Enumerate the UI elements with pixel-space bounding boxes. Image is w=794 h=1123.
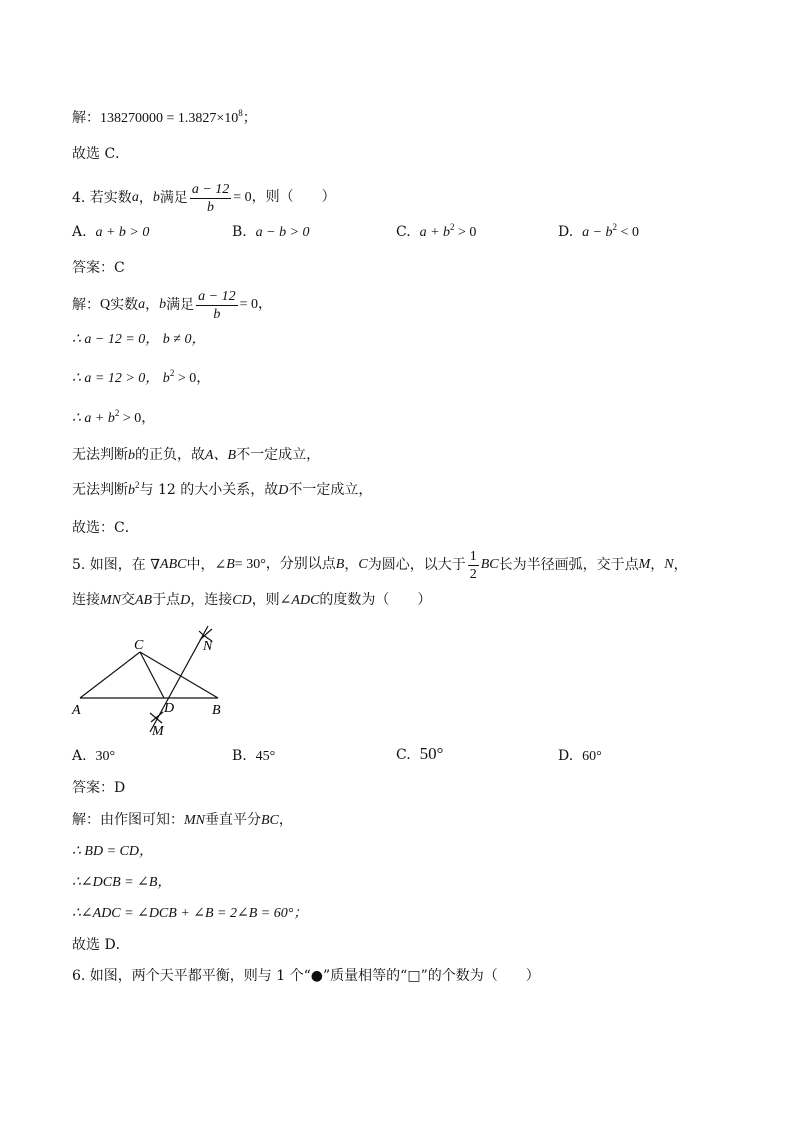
q5-option-a bbox=[72, 746, 115, 767]
stem-text: 不一定成立， bbox=[236, 447, 321, 463]
q4-option-a bbox=[72, 222, 149, 243]
stem-text: 无法判断 bbox=[72, 482, 128, 498]
label-d: D bbox=[164, 701, 175, 716]
arc-near-m-1 bbox=[151, 712, 163, 722]
q4-stem bbox=[72, 178, 336, 218]
angle-name: ADC bbox=[291, 593, 320, 608]
stem-text: = 30°，分别以点 bbox=[234, 557, 336, 572]
var-a: a bbox=[131, 190, 139, 205]
punctuation: ； bbox=[242, 110, 257, 126]
q5-solution-line-1 bbox=[72, 810, 293, 831]
q4-solution-line-4 bbox=[72, 408, 155, 429]
option-value: 45° bbox=[255, 749, 276, 764]
option-expr: a − b bbox=[582, 225, 613, 240]
stem-text: 于点 bbox=[152, 592, 181, 608]
q4-answer: 答案：C bbox=[72, 260, 125, 276]
q4-option-c bbox=[396, 222, 476, 243]
option-label: C. bbox=[396, 747, 411, 763]
stem-text: 的度数为（ ） bbox=[319, 592, 432, 608]
segment-name: AB bbox=[135, 593, 153, 608]
stem-text: ”质量相等的“ bbox=[323, 968, 408, 984]
stem-text: 5. 如图，在 ∇ bbox=[72, 557, 161, 573]
fraction-denominator: b bbox=[213, 306, 221, 322]
because-symbol: Q bbox=[100, 297, 111, 312]
fraction-denominator: 2 bbox=[469, 566, 477, 582]
option-value: 60° bbox=[582, 749, 602, 764]
segment-name: CD bbox=[232, 593, 252, 608]
exponent: 2 bbox=[135, 480, 140, 490]
stem-text: = 0， bbox=[239, 297, 272, 312]
q3-solution-line bbox=[72, 108, 257, 129]
math-expression: ∴ a = 12 > 0， b bbox=[72, 371, 170, 386]
stem-text: 不一定成立， bbox=[288, 482, 373, 498]
option-label: C. bbox=[396, 224, 411, 240]
label-a: A bbox=[72, 703, 81, 718]
fraction bbox=[196, 288, 237, 323]
stem-text: 解：由作图可知： bbox=[72, 812, 184, 828]
var-b: b bbox=[152, 190, 160, 205]
dot-symbol: ● bbox=[310, 968, 323, 984]
q5-option-d bbox=[558, 746, 602, 767]
fraction bbox=[190, 181, 231, 216]
q6-stem bbox=[72, 966, 540, 986]
option-label: D. bbox=[558, 748, 574, 764]
stem-text: 的正负，故 bbox=[135, 447, 205, 463]
stem-text: 垂直平分 bbox=[205, 812, 261, 828]
math-expression: 138270000 = 1.3827×10 bbox=[100, 111, 239, 126]
stem-text: ”的个数为（ ） bbox=[420, 968, 540, 984]
q5-answer: 答案：D bbox=[72, 780, 126, 796]
stem-text: 6. 如图，两个天平都平衡，则与 1 个“ bbox=[72, 968, 311, 984]
stem-text: 与 12 的大小关系，故 bbox=[139, 482, 279, 498]
option-label: A. bbox=[72, 748, 87, 764]
punctuation: ， bbox=[145, 297, 160, 313]
triangle-name: ABC bbox=[160, 557, 187, 572]
option-label: B. bbox=[232, 224, 247, 240]
option-expr: > 0 bbox=[454, 225, 477, 240]
label-c: C bbox=[134, 638, 144, 653]
square-symbol: □ bbox=[407, 968, 421, 984]
label-n: N bbox=[203, 639, 213, 654]
q5-choose: 故选 D． bbox=[72, 937, 130, 953]
punctuation: ， bbox=[278, 812, 293, 828]
label-b: B bbox=[212, 703, 221, 718]
var-a: a bbox=[138, 297, 146, 312]
q4-solution-line-5 bbox=[72, 445, 320, 466]
angle-name: B bbox=[226, 557, 235, 572]
var-b: b bbox=[128, 483, 135, 498]
stem-text: 连接 bbox=[72, 592, 100, 608]
q5-solution-line-3: ∴∠DCB = ∠B， bbox=[72, 875, 172, 890]
segment-ac bbox=[80, 652, 140, 698]
option-expr: a + b > 0 bbox=[95, 225, 150, 240]
q5-solution-line-2: ∴ BD = CD， bbox=[72, 844, 153, 859]
stem-text: ，连接 bbox=[190, 592, 233, 608]
stem-text: 满足 bbox=[166, 297, 195, 313]
option-expr: a + b bbox=[419, 225, 451, 240]
punctuation: ， bbox=[138, 190, 153, 206]
segment-name: BC bbox=[480, 557, 499, 572]
segment-name: MN bbox=[100, 593, 121, 608]
q5-stem-line-1 bbox=[72, 545, 688, 585]
q5-option-c bbox=[396, 744, 443, 765]
point-name: D bbox=[180, 593, 191, 608]
stem-text: 无法判断 bbox=[72, 447, 128, 463]
math-expression: ∴ a + b bbox=[72, 411, 115, 426]
punctuation: ， bbox=[344, 557, 359, 573]
point-name: B bbox=[335, 557, 345, 572]
fraction-numerator: a − 12 bbox=[198, 288, 236, 304]
exponent: 8 bbox=[238, 108, 243, 118]
stem-text: 长为半径画弧，交于点 bbox=[498, 557, 639, 573]
stem-text: 实数 bbox=[110, 297, 139, 313]
var-b: b bbox=[159, 297, 167, 312]
q5-option-b bbox=[232, 746, 275, 767]
stem-text: 中，∠ bbox=[186, 557, 227, 573]
option-names: A、B bbox=[205, 448, 237, 463]
fraction-numerator: 1 bbox=[469, 548, 477, 564]
exponent: 2 bbox=[612, 222, 618, 232]
math-expression: > 0， bbox=[174, 371, 211, 386]
q4-choose: 故选：C． bbox=[72, 520, 139, 536]
option-value: 30° bbox=[95, 749, 116, 764]
q4-option-b bbox=[232, 222, 310, 243]
segment-name: MN bbox=[184, 813, 205, 828]
segment-name: BC bbox=[261, 813, 279, 828]
var-b: b bbox=[128, 448, 135, 463]
fraction bbox=[468, 548, 479, 583]
option-names: D bbox=[278, 483, 289, 498]
q5-solution-line-4: ∴∠ADC = ∠DCB + ∠B = 2∠B = 60°； bbox=[72, 906, 308, 921]
option-value: 50° bbox=[419, 744, 444, 763]
point-name: N bbox=[664, 557, 674, 572]
q4-solution-line-2: ∴ a − 12 = 0， b ≠ 0， bbox=[72, 332, 206, 347]
option-label: A. bbox=[72, 224, 87, 240]
math-expression: > 0， bbox=[119, 411, 156, 426]
stem-text: 为圆心，以大于 bbox=[367, 557, 466, 573]
q4-solution-line-1 bbox=[72, 285, 272, 325]
q4-option-d bbox=[558, 222, 639, 243]
solution-prefix: 解： bbox=[72, 297, 100, 313]
punctuation: ， bbox=[673, 557, 688, 573]
exponent: 2 bbox=[169, 368, 175, 378]
stem-text: = 0，则（ ） bbox=[233, 190, 336, 205]
stem-text: 满足 bbox=[159, 190, 188, 206]
option-expr: < 0 bbox=[617, 225, 639, 240]
q4-solution-line-3 bbox=[72, 368, 210, 389]
option-label: B. bbox=[232, 748, 247, 764]
q4-solution-line-6 bbox=[72, 480, 372, 501]
q5-geometry-figure bbox=[60, 620, 240, 740]
stem-text: 交 bbox=[121, 592, 135, 608]
point-name: M bbox=[638, 557, 651, 572]
stem-text: ，则∠ bbox=[251, 592, 292, 608]
label-m: M bbox=[152, 724, 164, 739]
q5-stem-line-2 bbox=[72, 590, 431, 611]
option-expr: a − b > 0 bbox=[255, 225, 310, 240]
exponent: 2 bbox=[114, 408, 120, 418]
punctuation: ， bbox=[650, 557, 665, 573]
exponent: 2 bbox=[450, 222, 455, 232]
point-name: C bbox=[358, 557, 368, 572]
stem-text: 4. 若实数 bbox=[72, 190, 132, 206]
option-label: D. bbox=[558, 224, 574, 240]
fraction-numerator: a − 12 bbox=[191, 181, 230, 197]
solution-prefix: 解： bbox=[72, 110, 100, 126]
q3-choose: 故选 C． bbox=[72, 146, 130, 162]
fraction-denominator: b bbox=[207, 199, 215, 215]
